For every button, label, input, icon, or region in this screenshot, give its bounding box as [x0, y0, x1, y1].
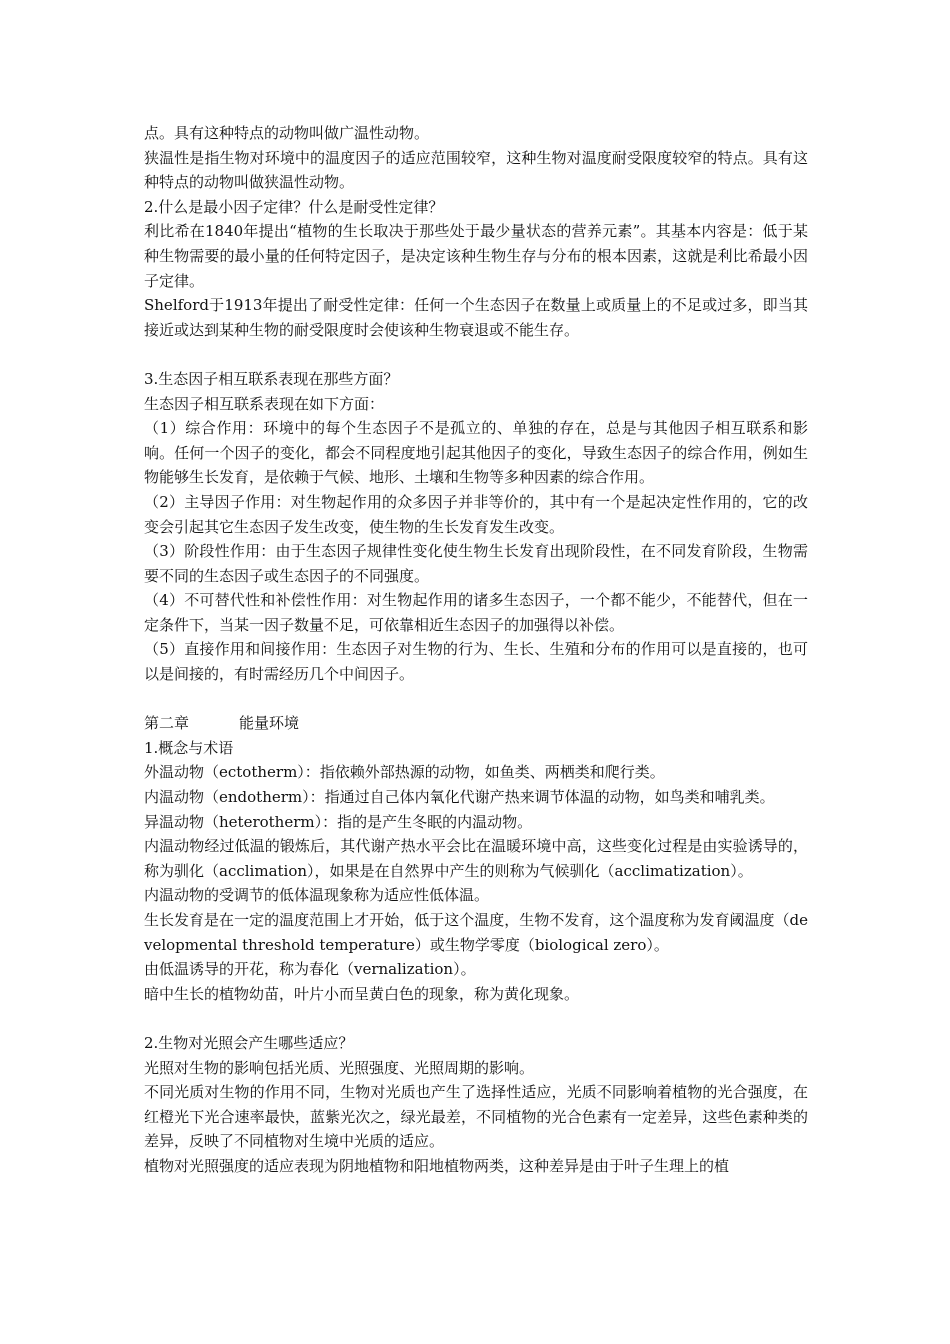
chapter-title: 能量环境 — [239, 714, 300, 733]
paragraph-acclimation: 内温动物经过低温的锻炼后，其代谢产热水平会比在温暖环境中高，这些变化过程是由实验诱导的，称为驯化（acclimation），如果是在自然界中产生的则称为气候驯化（acclimatization）。 — [144, 837, 808, 880]
question-heading-3: 3.生态因子相互联系表现在那些方面？ — [144, 369, 399, 388]
question-heading-2: 2.什么是最小因子定律？什么是耐受性定律？ — [144, 197, 444, 216]
paragraph-heterotherm: 异温动物（heterotherm）：指的是产生冬眠的内温动物。 — [144, 812, 533, 831]
paragraph-item-5: （5）直接作用和间接作用：生态因子对生物的行为、生长、生殖和分布的作用可以是直接的，也可以是间接的，有时需经历几个中间因子。 — [144, 640, 808, 684]
paragraph-etiolation: 暗中生长的植物幼苗，叶片小而呈黄白色的现象，称为黄化现象。 — [144, 984, 580, 1003]
paragraph-ectotherm: 外温动物（ectotherm）：指依赖外部热源的动物，如鱼类、两栖类和爬行类。 — [144, 763, 665, 782]
paragraph-item-3: （3）阶段性作用：由于生态因子规律性变化使生物生长发育出现阶段性，在不同发育阶段，生物需要不同的生态因子或生态因子的不同强度。 — [144, 542, 808, 585]
paragraph-item-2: （2）主导因子作用：对生物起作用的众多因子并非等价的，其中有一个是起决定性作用的，它的改变会引起其它生态因子发生改变，使生物的生长发育发生改变。 — [144, 492, 808, 536]
paragraph-item-1: （1）综合作用：环境中的每个生态因子不是孤立的、单独的存在，总是与其他因子相互联系和影响。任何一个因子的变化，都会不同程度地引起其他因子的变化，导致生态因子的综合作用，例如生物能够生长发育，是依赖于气候、地形、土壤和生物等多种因素的综合作用。 — [144, 419, 808, 487]
paragraph-adaptive-hypothermia: 内温动物的受调节的低体温现象称为适应性低体温。 — [144, 886, 490, 905]
chapter-number: 第二章 — [144, 714, 190, 733]
paragraph-threshold-temperature: 生长发育是在一定的温度范围上才开始，低于这个温度，生物不发育，这个温度称为发育阈温度（developmental threshold temperature）或生物学零度（biological zero）。 — [144, 911, 808, 954]
section-heading-2: 2.生物对光照会产生哪些适应？ — [144, 1033, 354, 1052]
paragraph-item-4: （4）不可替代性和补偿性作用：对生物起作用的诸多生态因子，一个都不能少，不能替代，但在一定条件下，当某一因子数量不足，可依靠相近生态因子的加强得以补偿。 — [144, 591, 808, 634]
paragraph-light-quality: 不同光质对生物的作用不同，生物对光质也产生了选择性适应，光质不同影响着植物的光合强度，在红橙光下光合速率最快，蓝紫光次之，绿光最差，不同植物的光合色素有一定差异，这些色素种类的差异，反映了不同植物对生境中光质的适应。 — [144, 1083, 808, 1151]
paragraph-liebig-law: 利比希在1840年提出“植物的生长取决于那些处于最少量状态的营养元素”。其基本内容是：低于某种生物需要的最小量的任何特定因子，是决定该种生物生存与分布的根本因素，这就是利比希最小因子定律。 — [144, 222, 808, 290]
paragraph-shelford-law: Shelford于1913年提出了耐受性定律：任何一个生态因子在数量上或质量上的不足或过多，即当其接近或达到某种生物的耐受限度时会使该种生物衰退或不能生存。 — [144, 296, 808, 339]
paragraph-vernalization: 由低温诱导的开花，称为春化（vernalization）。 — [144, 960, 476, 979]
chapter-heading — [144, 711, 808, 736]
section-heading-1: 1.概念与术语 — [144, 738, 234, 757]
blank-line — [144, 1006, 808, 1031]
blank-line — [144, 342, 808, 367]
paragraph-light-intensity: 植物对光照强度的适应表现为阴地植物和阳地植物两类，这种差异是由于叶子生理上的植 — [144, 1156, 730, 1175]
blank-line — [144, 687, 808, 712]
paragraph-eurythermal-end: 点。具有这种特点的动物叫做广温性动物。 — [144, 124, 430, 142]
paragraph-intro: 生态因子相互联系表现在如下方面： — [144, 394, 385, 413]
document-body — [144, 121, 808, 1179]
paragraph-stenothermal: 狭温性是指生物对环境中的温度因子的适应范围较窄，这种生物对温度耐受限度较窄的特点。具有这种特点的动物叫做狭温性动物。 — [144, 148, 808, 192]
paragraph-endotherm: 内温动物（endotherm）：指通过自己体内氧化代谢产热来调节体温的动物，如鸟类和哺乳类。 — [144, 788, 775, 807]
paragraph-light-influence: 光照对生物的影响包括光质、光照强度、光照周期的影响。 — [144, 1058, 535, 1077]
